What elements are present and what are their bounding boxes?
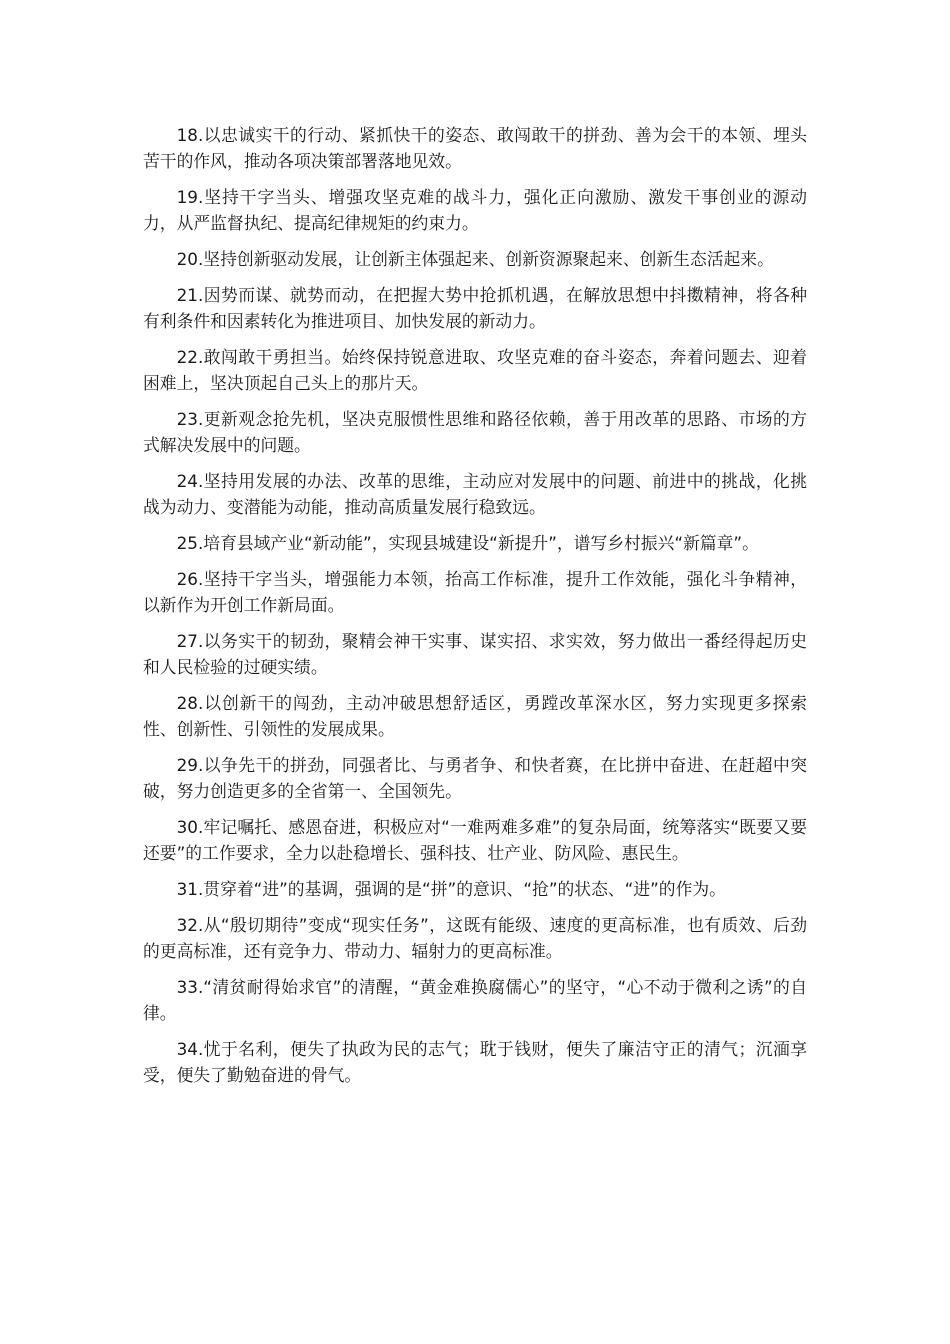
paragraph-26: 26.坚持干字当头，增强能力本领，抬高工作标准，提升工作效能，强化斗争精神，以新作为开创工作新局面。 — [143, 569, 807, 615]
paragraph-31: 31.贯穿着“进”的基调，强调的是“拼”的意识、“抢”的状态、“进”的作为。 — [176, 879, 726, 899]
paragraph-32: 32.从“殷切期待”变成“现实任务”，这既有能级、速度的更高标准，也有质效、后劲的更高标准，还有竞争力、带动力、辐射力的更高标准。 — [143, 915, 807, 961]
paragraph-19: 19.坚持干字当头、增强攻坚克难的战斗力，强化正向激励、激发干事创业的源动力，从严监督执纪、提高纪律规矩的约束力。 — [143, 187, 807, 233]
paragraph-23: 23.更新观念抢先机，坚决克服惯性思维和路径依赖，善于用改革的思路、市场的方式解决发展中的问题。 — [143, 409, 807, 455]
paragraph-33: 33.“清贫耐得始求官”的清醒，“黄金难换腐儒心”的坚守，“心不动于微利之诱”的自律。 — [143, 977, 807, 1023]
document-body — [143, 122, 807, 1098]
paragraph-28: 28.以创新干的闯劲，主动冲破思想舒适区，勇蹚改革深水区，努力实现更多探索性、创新性、引领性的发展成果。 — [143, 693, 807, 739]
paragraph-18: 18.以忠诚实干的行动、紧抓快干的姿态、敢闯敢干的拼劲、善为会干的本领、埋头苦干的作风，推动各项决策部署落地见效。 — [143, 125, 807, 171]
paragraph-20: 20.坚持创新驱动发展，让创新主体强起来、创新资源聚起来、创新生态活起来。 — [176, 249, 774, 269]
paragraph-30: 30.牢记嘱托、感恩奋进，积极应对“一难两难多难”的复杂局面，统筹落实“既要又要还要”的工作要求，全力以赴稳增长、强科技、壮产业、防风险、惠民生。 — [143, 817, 807, 863]
paragraph-27: 27.以务实干的韧劲，聚精会神干实事、谋实招、求实效，努力做出一番经得起历史和人民检验的过硬实绩。 — [143, 631, 807, 677]
paragraph-25: 25.培育县域产业“新动能”，实现县城建设“新提升”，谱写乡村振兴“新篇章”。 — [176, 533, 759, 553]
paragraph-34: 34.忧于名利，便失了执政为民的志气；耽于钱财，便失了廉洁守正的清气；沉湎享受，便失了勤勉奋进的骨气。 — [143, 1039, 807, 1085]
paragraph-24: 24.坚持用发展的办法、改革的思维，主动应对发展中的问题、前进中的挑战，化挑战为动力、变潜能为动能，推动高质量发展行稳致远。 — [143, 471, 807, 517]
paragraph-22: 22.敢闯敢干勇担当。始终保持锐意进取、攻坚克难的奋斗姿态，奔着问题去、迎着困难上，坚决顶起自己头上的那片天。 — [143, 347, 807, 393]
paragraph-21: 21.因势而谋、就势而动，在把握大势中抢抓机遇，在解放思想中抖擞精神，将各种有利条件和因素转化为推进项目、加快发展的新动力。 — [143, 285, 807, 331]
paragraph-29: 29.以争先干的拼劲，同强者比、与勇者争、和快者赛，在比拼中奋进、在赶超中突破，努力创造更多的全省第一、全国领先。 — [143, 755, 807, 801]
